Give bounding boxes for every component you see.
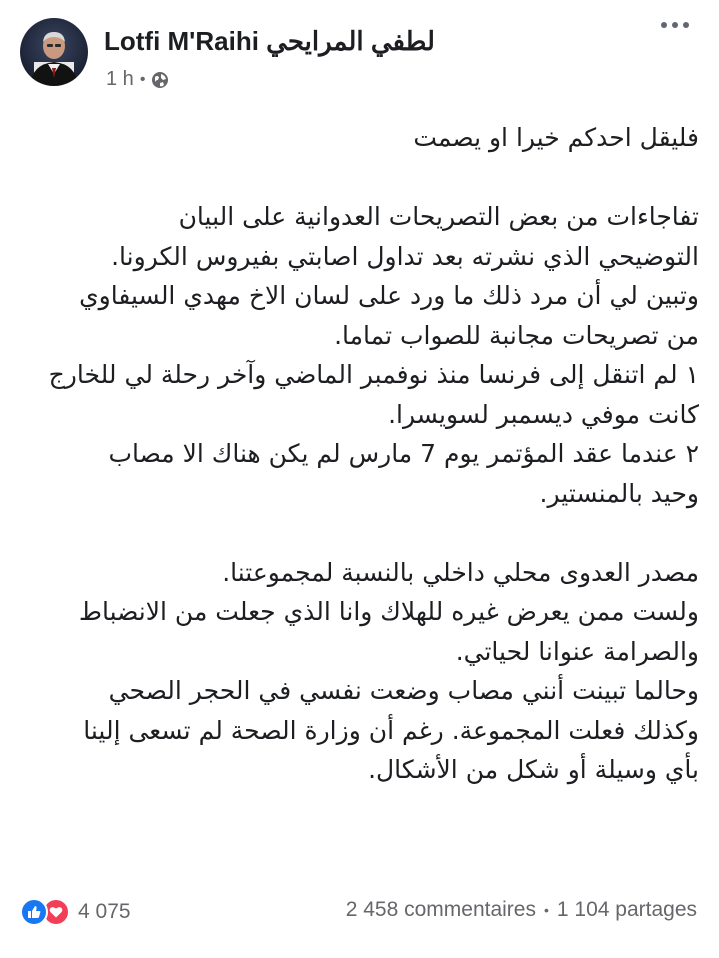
- post-footer: [0, 888, 719, 934]
- more-dot: [683, 22, 689, 28]
- post-body: [20, 118, 699, 790]
- post-line: وتبين لي أن مرد ذلك ما ورد على لسان الاخ مهدي السيفاوي: [79, 281, 699, 310]
- post-time[interactable]: 1 h: [106, 68, 134, 90]
- post-line: ١ لم اتنقل إلى فرنسا منذ نوفمبر الماضي وآخر رحلة لي للخارج: [48, 360, 699, 389]
- post-line: من تصريحات مجانبة للصواب تماما.: [334, 320, 699, 350]
- post-line: والصرامة عنوانا لحياتي.: [455, 636, 699, 666]
- post-line: وحيد بالمنستير.: [539, 478, 699, 508]
- person-icon: [20, 18, 88, 86]
- post-line: ٢ عندما عقد المؤتمر يوم 7 مارس لم يكن هناك الا مصاب: [108, 439, 699, 468]
- reactions-summary[interactable]: [20, 898, 131, 926]
- more-dot: [661, 22, 667, 28]
- post-meta: [106, 68, 169, 91]
- author-name[interactable]: Lotfi M'Raihi لطفي المرايحي: [104, 26, 435, 56]
- stats-separator: •: [543, 902, 549, 918]
- post-header: [0, 0, 719, 100]
- post-line: تفاجاءات من بعض التصريحات العدوانية على البيان: [178, 202, 699, 231]
- reaction-count[interactable]: 4 075: [78, 900, 131, 923]
- post-line: ولست ممن يعرض غيره للهلاك وانا الذي جعلت من الانضباط: [78, 597, 699, 626]
- comments-count[interactable]: 2 458 commentaires: [345, 898, 536, 921]
- post-line: بأي وسيلة أو شكل من الأشكال.: [368, 755, 699, 784]
- post-line: فليقل احدكم خيرا او يصمت: [413, 123, 699, 152]
- post-line: مصدر العدوى محلي داخلي بالنسبة لمجموعتنا.: [222, 557, 699, 587]
- post-line: وحالما تبينت أنني مصاب وضعت نفسي في الحجر الصحي: [108, 676, 699, 705]
- meta-separator: •: [139, 70, 146, 88]
- avatar[interactable]: [20, 18, 88, 86]
- globe-icon[interactable]: [151, 71, 169, 89]
- post-line: التوضيحي الذي نشرته بعد تداول اصابتي بفيروس الكرونا.: [111, 241, 699, 271]
- more-dot: [672, 22, 678, 28]
- paragraph-gap: [20, 513, 699, 553]
- like-icon: [20, 898, 48, 926]
- post-line: كانت موفي ديسمبر لسويسرا.: [388, 399, 699, 429]
- more-options-icon[interactable]: [661, 22, 689, 28]
- paragraph-gap: [20, 158, 699, 198]
- engagement-stats: [346, 898, 697, 922]
- shares-count[interactable]: 1 104 partages: [556, 898, 697, 921]
- post-line: وكذلك فعلت المجموعة. رغم أن وزارة الصحة لم تسعى إلينا: [83, 715, 699, 745]
